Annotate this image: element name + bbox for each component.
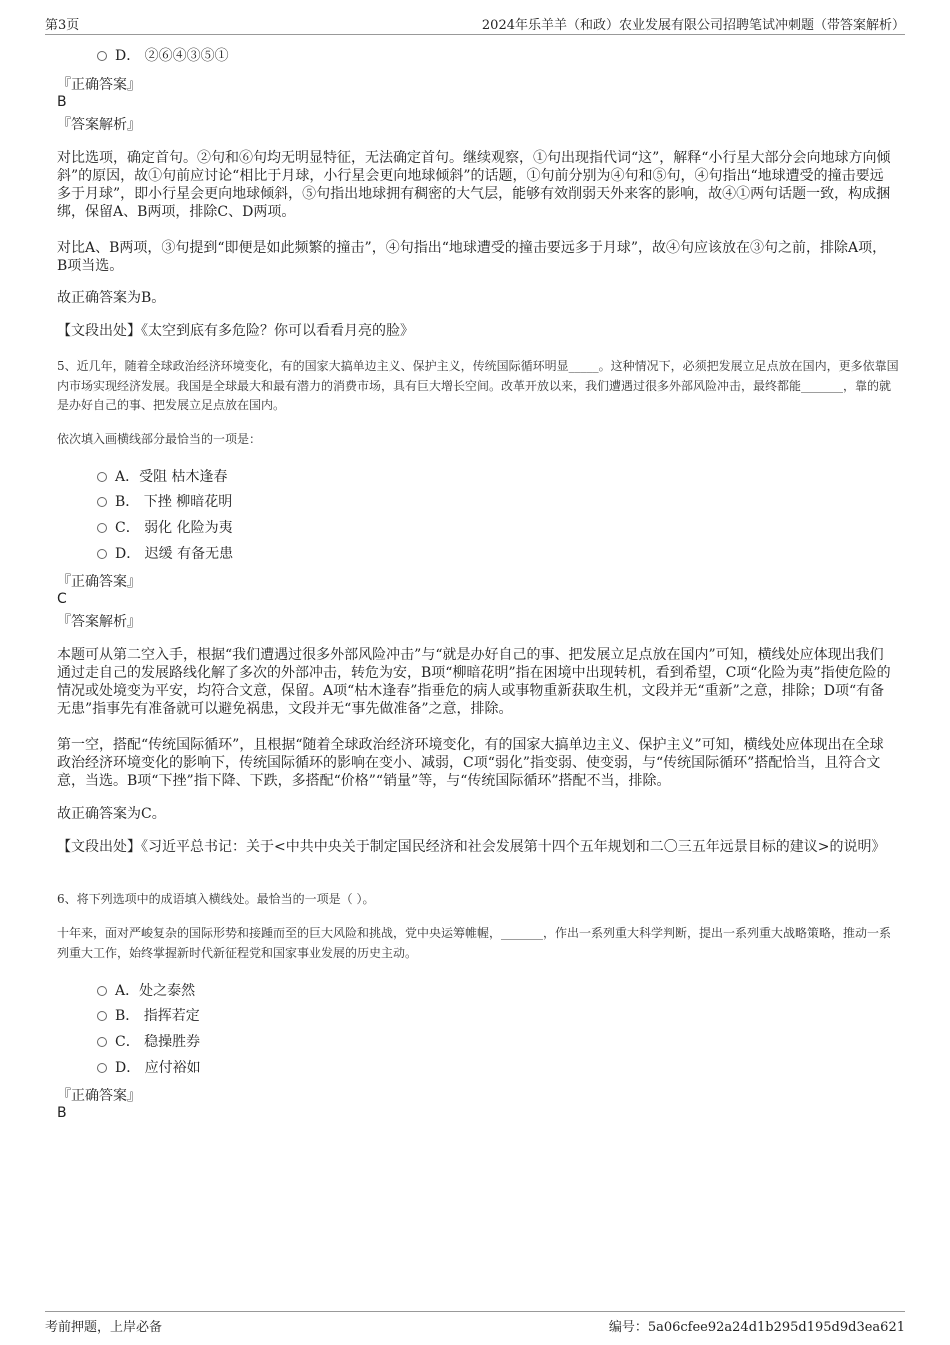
option-label: C． 弱化 化险为夷 (115, 520, 233, 536)
radio-icon[interactable] (97, 497, 107, 507)
answer-label: 『正确答案』 (57, 1088, 141, 1104)
conclusion: 故正确答案为C。 (57, 806, 166, 822)
analysis-label: 『答案解析』 (57, 117, 141, 133)
radio-icon[interactable] (97, 523, 107, 533)
answer-value: B (57, 94, 67, 110)
q5-option-c[interactable] (97, 519, 233, 537)
question-text: 十年来，面对严峻复杂的国际形势和接踵而至的巨大风险和挑战，党中央运筹帷幄，_______，作出一系列重大科学判断，提出一系列重大战略策略，推动一系列重大工作，始终掌握新时代新征程党和国家事业发展的历史主动。 (57, 926, 892, 960)
option-label: D． 迟缓 有备无患 (115, 546, 234, 562)
analysis-paragraph: 对比A、B两项，③句提到“即便是如此频繁的撞击”，④句指出“地球遭受的撞击要远多于月球”，故④句应该放在③句之前，排除A项，B项当选。 (57, 240, 887, 274)
option-label: A．处之泰然 (115, 983, 196, 999)
radio-icon[interactable] (97, 51, 107, 61)
question-stem: 5、近几年，随着全球政治经济环境变化，有的国家大搞单边主义、保护主义，传统国际循环明显_____。这种情况下，必须把发展立足点放在国内，更多依靠国内市场实现经济发展。我国是全球最大和最有潜力的消费市场，具有巨大增长空间。改革开放以来，我们遭遇过很多外部风险冲击，最终都能_______，靠的就是办好自己的事、把发展立足点放在国内。 (57, 359, 899, 412)
radio-icon[interactable] (97, 986, 107, 996)
question-prompt: 依次填入画横线部分最恰当的一项是： (57, 432, 262, 446)
radio-icon[interactable] (97, 1063, 107, 1073)
analysis-paragraph: 第一空，搭配“传统国际循环”，且根据“随着全球政治经济环境变化，有的国家大搞单边主义、保护主义”可知，横线处应体现出在全球政治经济环境变化的影响下，传统国际循环的影响在变小、减弱，C项“弱化”指变弱、使变弱，与“传统国际循环”搭配恰当，且符合文意，当选。B项“下挫”指下降、下跌，多搭配“价格”“销量”等，与“传统国际循环”搭配不当，排除。 (57, 737, 884, 789)
option-label: A．受阻 枯木逢春 (115, 469, 228, 485)
option-label: D． 应付裕如 (115, 1060, 201, 1076)
radio-icon[interactable] (97, 549, 107, 559)
q6-option-a[interactable] (97, 982, 195, 1000)
answer-value: B (57, 1105, 67, 1121)
q6-option-d[interactable] (97, 1059, 201, 1077)
radio-icon[interactable] (97, 472, 107, 482)
page-header (45, 14, 905, 35)
source-citation: 【文段出处】《太空到底有多危险？你可以看看月亮的脸》 (57, 323, 414, 339)
analysis-label: 『答案解析』 (57, 614, 141, 630)
q6-option-c[interactable] (97, 1033, 200, 1051)
document-id: 编号：5a06cfee92a24d1b295d195d9d3ea621 (608, 1320, 905, 1335)
option-label: C． 稳操胜券 (115, 1034, 201, 1050)
analysis-paragraph: 对比选项，确定首句。②句和⑥句均无明显特征，无法确定首句。继续观察，①句出现指代词“这”，解释“小行星大部分会向地球方向倾斜”的原因，故①句前应讨论“相比于月球，小行星会更向地球倾斜”的话题，①句前分别为④句和⑤句，④句指出“地球遭受的撞击要远多于月球”，即小行星会更向地球倾斜，⑤句指出地球拥有稠密的大气层，能够有效削弱天外来客的影响，故④①两句话题一致，构成捆绑，保留A、B两项，排除C、D两项。 (57, 150, 891, 220)
source-citation: 【文段出处】《习近平总书记：关于<中共中央关于制定国民经济和社会发展第十四个五年规划和二〇三五年远景目标的建议>的说明》 (57, 839, 886, 855)
q5-option-a[interactable] (97, 468, 228, 486)
conclusion: 故正确答案为B。 (57, 290, 166, 306)
answer-label: 『正确答案』 (57, 77, 141, 93)
q5-option-b[interactable] (97, 493, 232, 511)
footer-slogan: 考前押题，上岸必备 (45, 1320, 163, 1335)
page-footer (45, 1311, 905, 1333)
radio-icon[interactable] (97, 1037, 107, 1047)
q5-option-d[interactable] (97, 545, 233, 563)
analysis-paragraph: 本题可从第二空入手，根据“我们遭遇过很多外部风险冲击”与“就是办好自己的事、把发展立足点放在国内”可知，横线处应体现出我们通过走自己的发展路线化解了多次的外部冲击，转危为安，B项“柳暗花明”指在困境中出现转机，看到希望，C项“化险为夷”指使危险的情况或处境变为平安，均符合文意，保留。A项“枯木逢春”指垂危的病人或事物重新获取生机，文段并无“重新”之意，排除；D项“有备无患”指事先有准备就可以避免祸患，文段并无“事先做准备”之意，排除。 (57, 647, 891, 717)
answer-value: C (57, 591, 67, 607)
option-label: D． ②⑥④③⑤① (115, 48, 229, 64)
q6-option-b[interactable] (97, 1007, 200, 1025)
option-label: B． 指挥若定 (115, 1008, 200, 1024)
answer-label: 『正确答案』 (57, 574, 141, 590)
radio-icon[interactable] (97, 1011, 107, 1021)
document-title: 2024年乐羊羊（和政）农业发展有限公司招聘笔试冲刺题（带答案解析） (481, 18, 905, 33)
question-stem: 6、将下列选项中的成语填入横线处。最恰当的一项是（ ）。 (57, 892, 375, 906)
q4-option-d[interactable] (97, 47, 229, 65)
option-label: B． 下挫 柳暗花明 (115, 494, 233, 510)
page-number: 第3页 (45, 18, 80, 33)
